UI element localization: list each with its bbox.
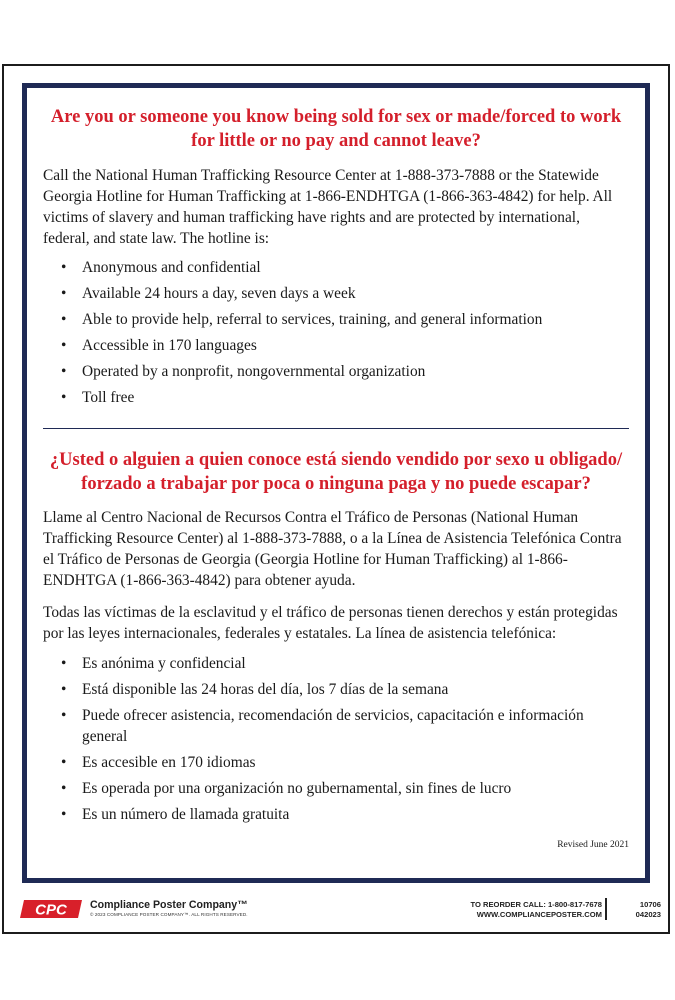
company-name: Compliance Poster Company™ [90, 899, 248, 911]
logo-text: CPC [35, 901, 67, 919]
list-item: • Es un número de llamada gratuita [43, 804, 629, 825]
list-item: • Available 24 hours a day, seven days a week [43, 283, 629, 304]
list-item: • Es operada por una organización no gubernamental, sin fines de lucro [43, 778, 629, 799]
spanish-heading: ¿Usted o alguien a quien conoce está siendo vendido por sexo u obligado/ forzado a trabajar por poca o ninguna paga y no puede escapar? [49, 450, 623, 494]
section-divider [43, 428, 629, 429]
list-item: • Es accesible en 170 idiomas [43, 752, 629, 773]
spanish-bullet-list [43, 653, 629, 825]
english-heading: Are you or someone you know being sold for sex or made/forced to work for little or no pay and cannot leave? [50, 107, 622, 151]
english-intro: Call the National Human Trafficking Resource Center at 1-888-373-7888 or the Statewide Georgia Hotline for Human Trafficking at 1-866-ENDHTGA (1-866-363-4842) for help. All victims of slavery and human trafficking have rights and are protected by international, federal, and state law. The hotline is: [43, 167, 613, 247]
footer [4, 891, 668, 931]
spanish-paragraph-2: Todas las víctimas de la esclavitud y el tráfico de personas tienen derechos y están protegidas por las leyes internacionales, federales y estatales. La línea de asistencia telefónica: [43, 604, 618, 642]
list-item: • Es anónima y confidencial [43, 653, 629, 674]
revised-date: Revised June 2021 [557, 840, 629, 850]
poster-frame [22, 83, 650, 883]
copyright-notice: © 2023 COMPLIANCE POSTER COMPANY™. ALL RIGHTS RESERVED. [90, 912, 248, 917]
english-bullet-list [43, 257, 629, 408]
reorder-info [470, 900, 602, 920]
poster-sheet [2, 64, 670, 934]
list-item: • Anonymous and confidential [43, 257, 629, 278]
list-item: • Accessible in 170 languages [43, 335, 629, 356]
poster-code [636, 900, 661, 920]
list-item: • Está disponible las 24 horas del día, los 7 días de la semana [43, 679, 629, 700]
website-link[interactable]: WWW.COMPLIANCEPOSTER.COM [476, 910, 602, 919]
list-item: • Toll free [43, 387, 629, 408]
poster-content [43, 88, 629, 851]
spanish-paragraph-1: Llame al Centro Nacional de Recursos Contra el Tráfico de Personas (National Human Trafficking Resource Center) al 1-888-373-7888, o a la Línea de Asistencia Telefónica Contra el Tráfico de Personas de Georgia (Georgia Hotline for Human Trafficking) al 1-866-ENDHTGA (1-866-363-4842) para obtener ayuda. [43, 509, 622, 589]
reorder-phone: TO REORDER CALL: 1-800-817-7678 [470, 900, 602, 909]
cpc-logo [18, 899, 84, 919]
list-item: • Puede ofrecer asistencia, recomendación de servicios, capacitación e información general [43, 705, 629, 747]
footer-divider [605, 898, 607, 920]
poster-number: 10706 [639, 900, 661, 909]
poster-date-code: 042023 [635, 910, 661, 919]
list-item: • Able to provide help, referral to services, training, and general information [43, 309, 629, 330]
list-item: • Operated by a nonprofit, nongovernmental organization [43, 361, 629, 382]
